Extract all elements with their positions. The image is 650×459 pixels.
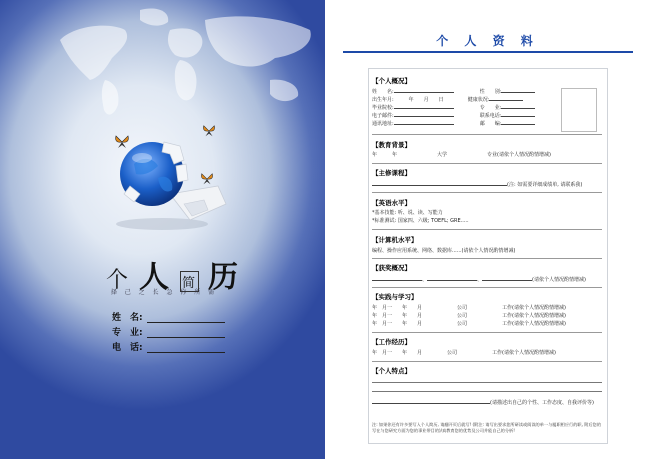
section-computer: 【计算机水平】	[372, 236, 418, 244]
row-label: 通讯地址:	[372, 121, 394, 127]
section-divider	[372, 258, 602, 259]
row-note: (请依个人情况酌情增减)	[532, 277, 586, 283]
section-divider	[372, 287, 602, 288]
basic-row	[372, 95, 523, 103]
computer-row: 编程、操作应用系统、网络、数据库......(请依个人情况酌情增减)	[372, 248, 516, 254]
courses-row	[372, 180, 582, 188]
section-divider	[372, 229, 602, 230]
section-english: 【英语水平】	[372, 199, 411, 207]
cover-title-char: 简	[180, 271, 199, 292]
cover-subtitle: 择 己 之 长 急 你 所 需	[110, 289, 218, 296]
work-row: 年 月一 年 月 公司 工作(请依个人情况酌情增减)	[372, 350, 556, 356]
basic-row	[372, 111, 535, 119]
butterfly-icon	[202, 124, 216, 138]
world-map-graphic	[20, 0, 325, 120]
cover-major-field[interactable]	[112, 325, 225, 338]
sheet-title: 个 人 资 料	[436, 34, 539, 48]
butterfly-icon	[200, 172, 214, 186]
row-label: 毕业院校:	[372, 105, 394, 111]
row-label: 邮 编:	[479, 121, 502, 127]
field-label: 姓 名:	[112, 313, 143, 323]
write-line[interactable]	[372, 391, 602, 392]
basic-row	[372, 87, 535, 95]
form-content	[325, 0, 650, 459]
row-label: 出生年月: 年 月 日	[372, 97, 444, 103]
english-row: *标准测试: 国家四、六级; TOEFL; GRE.....	[372, 218, 469, 224]
field-line	[147, 329, 225, 338]
section-practice: 【实践与学习】	[372, 293, 418, 301]
cover-phone-field[interactable]	[112, 340, 225, 353]
row-label: 健康状况:	[467, 97, 490, 103]
cover-title-char: 人	[139, 260, 172, 295]
education-row: 年 年 大学 专业(请依个人情况酌情增减)	[372, 152, 551, 158]
section-courses: 【主修课程】	[372, 169, 411, 177]
section-traits: 【个人特点】	[372, 367, 411, 375]
field-label: 电 话:	[112, 343, 143, 353]
section-divider	[372, 192, 602, 193]
basic-row	[372, 119, 535, 127]
field-label: 专 业:	[112, 328, 143, 338]
field-line	[147, 344, 225, 353]
row-label: 姓 名:	[372, 89, 394, 95]
section-divider	[372, 134, 602, 135]
section-basic: 【个人概况】	[372, 77, 411, 85]
cover-name-field[interactable]	[112, 310, 225, 323]
english-row: *基本技能: 听、说、读、写能力	[372, 210, 443, 216]
section-awards: 【获奖概况】	[372, 264, 411, 272]
row-label: 专 业:	[479, 105, 502, 111]
practice-row: 年 月一 年 月 公司 工作(请依个人情况酌情增减)	[372, 321, 566, 327]
row-label: 性 别:	[479, 89, 502, 95]
field-line	[147, 314, 225, 323]
practice-row: 年 月一 年 月 公司 工作(请依个人情况酌情增减)	[372, 305, 566, 311]
footnote: 注: 如果你还有许多要写入个人简历, 请翻开页后就写! (附注: 请写出要求您所研读或阅读的单一与履职相应行的职, 附后您的写在与您研究方面为您的事业带目的)/真教育您的优势及公司并能自己的分析!	[372, 422, 602, 433]
cover-title-char: 个	[106, 268, 131, 293]
awards-row: 、 、 (请依个人情况酌情增减)	[372, 275, 586, 283]
write-line[interactable]	[372, 382, 602, 383]
row-label: 电子邮件:	[372, 113, 394, 119]
traits-row	[372, 398, 594, 406]
section-work: 【工作经历】	[372, 338, 411, 346]
row-label: 联系电话:	[479, 113, 502, 119]
section-education: 【教育背景】	[372, 141, 411, 149]
section-divider	[372, 361, 602, 362]
cover-title-char: 历	[208, 260, 241, 295]
row-note: (请描述出自己的个性、工作态度、自我评价等)	[490, 400, 594, 406]
basic-row	[372, 103, 535, 111]
photo-placeholder[interactable]	[561, 88, 597, 132]
row-note: (注: 如需要详细成绩单, 请联系我)	[507, 182, 583, 188]
section-divider	[372, 163, 602, 164]
section-divider	[372, 332, 602, 333]
butterfly-icon	[114, 134, 130, 150]
practice-row: 年 月一 年 月 公司 工作(请依个人情况酌情增减)	[372, 313, 566, 319]
